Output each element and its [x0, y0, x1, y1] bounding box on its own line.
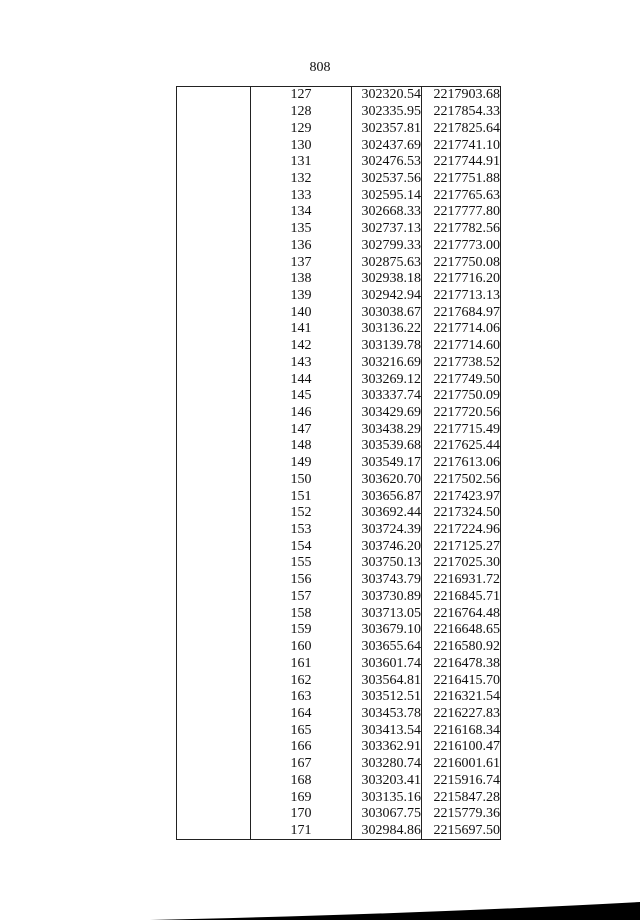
- y-coordinate-cell: 2217224.96: [422, 522, 501, 539]
- x-coordinate-cell: 303724.39: [352, 522, 422, 539]
- x-coordinate-cell: 303564.81: [352, 672, 422, 689]
- point-number-cell: 143: [290, 354, 312, 370]
- point-number-cell: 156: [290, 572, 312, 588]
- x-coordinate-cell: 303453.78: [352, 706, 422, 723]
- x-coordinate-cell: 302537.56: [352, 171, 422, 188]
- x-coordinate-cell: 302476.53: [352, 154, 422, 171]
- y-coordinate-cell: 2217738.52: [422, 355, 501, 372]
- y-coordinate-cell: 2216415.70: [422, 672, 501, 689]
- y-coordinate-cell: 2215847.28: [422, 789, 501, 806]
- x-coordinate-cell: 303139.78: [352, 338, 422, 355]
- x-coordinate-cell: 302668.33: [352, 204, 422, 221]
- y-coordinate-cell: 2216100.47: [422, 739, 501, 756]
- point-number-cell: 146: [290, 405, 312, 421]
- x-coordinate-cell: 302437.69: [352, 137, 422, 154]
- point-number-cell: 162: [290, 672, 312, 688]
- point-number-cell: 130: [290, 137, 312, 153]
- point-number-cell: 152: [290, 505, 312, 521]
- point-number-cell: 144: [290, 371, 312, 387]
- y-coordinate-cell: 2216931.72: [422, 572, 501, 589]
- y-coordinate-cell: 2216321.54: [422, 689, 501, 706]
- coordinate-table-body: [177, 87, 501, 840]
- y-coordinate-cell: 2217423.97: [422, 488, 501, 505]
- point-number-cell: 140: [290, 304, 312, 320]
- point-number-cell: 135: [290, 221, 312, 237]
- x-coordinate-cell: 302320.54: [352, 87, 422, 104]
- x-coordinate-cell: 303438.29: [352, 421, 422, 438]
- point-number-cell: 171: [251, 823, 352, 840]
- point-number-cell: 168: [290, 772, 312, 788]
- point-number-cell: 161: [290, 655, 312, 671]
- point-number-cell: 163: [290, 689, 312, 705]
- x-coordinate-cell: 303620.70: [352, 472, 422, 489]
- y-coordinate-cell: 2217744.91: [422, 154, 501, 171]
- page-number: 808: [309, 60, 331, 75]
- y-coordinate-cell: 2216168.34: [422, 722, 501, 739]
- x-coordinate-cell: 302875.63: [352, 254, 422, 271]
- point-number-cell: 154: [290, 538, 312, 554]
- y-coordinate-cell: 2217720.56: [422, 405, 501, 422]
- point-number-cell: 158: [290, 605, 312, 621]
- y-coordinate-cell: 2217750.08: [422, 254, 501, 271]
- x-coordinate-cell: 303750.13: [352, 555, 422, 572]
- y-coordinate-cell: 2217825.64: [422, 120, 501, 137]
- point-number-cell: 166: [290, 739, 312, 755]
- y-coordinate-cell: 2217714.06: [422, 321, 501, 338]
- point-number-cell: 142: [290, 338, 312, 354]
- point-number-cell: 136: [290, 237, 312, 253]
- x-coordinate-cell: 302799.33: [352, 237, 422, 254]
- y-coordinate-cell: 2217715.49: [422, 421, 501, 438]
- y-coordinate-cell: 2217502.56: [422, 472, 501, 489]
- x-coordinate-cell: 303539.68: [352, 438, 422, 455]
- y-coordinate-cell: 2217613.06: [422, 455, 501, 472]
- point-number-cell: 160: [290, 639, 312, 655]
- x-coordinate-cell: 303730.89: [352, 589, 422, 606]
- blank-column-cell: [177, 87, 251, 840]
- point-number-cell: 128: [290, 104, 312, 120]
- point-number-cell: 151: [290, 488, 312, 504]
- x-coordinate-cell: 303549.17: [352, 455, 422, 472]
- y-coordinate-cell: 2216580.92: [422, 639, 501, 656]
- y-coordinate-cell: 2217716.20: [422, 271, 501, 288]
- x-coordinate-cell: 303038.67: [352, 304, 422, 321]
- point-number-cell: 134: [290, 204, 312, 220]
- point-number-cell: 153: [290, 522, 312, 538]
- x-coordinate-cell: 302357.81: [352, 120, 422, 137]
- y-coordinate-cell: 2216478.38: [422, 655, 501, 672]
- point-number-cell: 159: [290, 622, 312, 638]
- y-coordinate-cell: 2217750.09: [422, 388, 501, 405]
- x-coordinate-cell: 303135.16: [352, 789, 422, 806]
- y-coordinate-cell: 2215697.50: [422, 823, 501, 840]
- point-number-cell: 169: [290, 789, 312, 805]
- y-coordinate-cell: 2217749.50: [422, 371, 501, 388]
- y-coordinate-cell: 2217777.80: [422, 204, 501, 221]
- y-coordinate-cell: 2216764.48: [422, 605, 501, 622]
- x-coordinate-cell: 303203.41: [352, 772, 422, 789]
- point-number-cell: 147: [290, 421, 312, 437]
- point-number-cell: 157: [290, 588, 312, 604]
- point-number-cell: 131: [290, 154, 312, 170]
- y-coordinate-cell: 2217854.33: [422, 104, 501, 121]
- point-number-cell: 139: [290, 287, 312, 303]
- x-coordinate-cell: 303136.22: [352, 321, 422, 338]
- point-number-cell: 170: [290, 806, 312, 822]
- y-coordinate-cell: 2215916.74: [422, 772, 501, 789]
- y-coordinate-cell: 2217751.88: [422, 171, 501, 188]
- x-coordinate-cell: 303337.74: [352, 388, 422, 405]
- point-number-cell: 148: [290, 438, 312, 454]
- x-coordinate-cell: 303216.69: [352, 355, 422, 372]
- x-coordinate-cell: 303269.12: [352, 371, 422, 388]
- point-number-cell: 132: [290, 170, 312, 186]
- point-number-cell: 149: [290, 455, 312, 471]
- point-number-cell: 164: [290, 705, 312, 721]
- x-coordinate-cell: 303280.74: [352, 756, 422, 773]
- x-coordinate-cell: 303743.79: [352, 572, 422, 589]
- y-coordinate-cell: 2216845.71: [422, 589, 501, 606]
- x-coordinate-cell: 303655.64: [352, 639, 422, 656]
- x-coordinate-cell: 302737.13: [352, 221, 422, 238]
- x-coordinate-cell: 303746.20: [352, 538, 422, 555]
- x-coordinate-cell: 303601.74: [352, 655, 422, 672]
- point-number-cell: 150: [290, 471, 312, 487]
- y-coordinate-cell: 2217773.00: [422, 237, 501, 254]
- x-coordinate-cell: 303413.54: [352, 722, 422, 739]
- y-coordinate-cell: 2217765.63: [422, 187, 501, 204]
- point-number-cell: 167: [290, 756, 312, 772]
- point-number-cell: 141: [290, 321, 312, 337]
- y-coordinate-cell: 2217625.44: [422, 438, 501, 455]
- point-number-cell: 137: [290, 254, 312, 270]
- point-number-cell: 155: [290, 555, 312, 571]
- table-row: [177, 87, 501, 104]
- y-coordinate-cell: 2217714.60: [422, 338, 501, 355]
- y-coordinate-cell: 2217684.97: [422, 304, 501, 321]
- scan-edge-mark: [0, 884, 640, 920]
- point-number-cell: 133: [290, 187, 312, 203]
- point-number-cell: 165: [290, 722, 312, 738]
- point-number-cell: 138: [290, 271, 312, 287]
- y-coordinate-cell: 2216227.83: [422, 706, 501, 723]
- y-coordinate-cell: 2217782.56: [422, 221, 501, 238]
- point-number-cell: 145: [290, 388, 312, 404]
- x-coordinate-cell: 303713.05: [352, 605, 422, 622]
- x-coordinate-cell: 302984.86: [352, 823, 422, 840]
- point-number-cell: 127: [251, 87, 352, 104]
- coordinate-table: [176, 86, 501, 840]
- y-coordinate-cell: 2217125.27: [422, 538, 501, 555]
- x-coordinate-cell: 302335.95: [352, 104, 422, 121]
- x-coordinate-cell: 303692.44: [352, 505, 422, 522]
- x-coordinate-cell: 303362.91: [352, 739, 422, 756]
- x-coordinate-cell: 302938.18: [352, 271, 422, 288]
- point-number-cell: 129: [290, 120, 312, 136]
- y-coordinate-cell: 2217713.13: [422, 288, 501, 305]
- x-coordinate-cell: 303067.75: [352, 806, 422, 823]
- y-coordinate-cell: 2217741.10: [422, 137, 501, 154]
- y-coordinate-cell: 2217025.30: [422, 555, 501, 572]
- y-coordinate-cell: 2217903.68: [422, 87, 501, 104]
- x-coordinate-cell: 303679.10: [352, 622, 422, 639]
- x-coordinate-cell: 302942.94: [352, 288, 422, 305]
- x-coordinate-cell: 303429.69: [352, 405, 422, 422]
- x-coordinate-cell: 303656.87: [352, 488, 422, 505]
- y-coordinate-cell: 2217324.50: [422, 505, 501, 522]
- x-coordinate-cell: 302595.14: [352, 187, 422, 204]
- y-coordinate-cell: 2216648.65: [422, 622, 501, 639]
- y-coordinate-cell: 2216001.61: [422, 756, 501, 773]
- x-coordinate-cell: 303512.51: [352, 689, 422, 706]
- y-coordinate-cell: 2215779.36: [422, 806, 501, 823]
